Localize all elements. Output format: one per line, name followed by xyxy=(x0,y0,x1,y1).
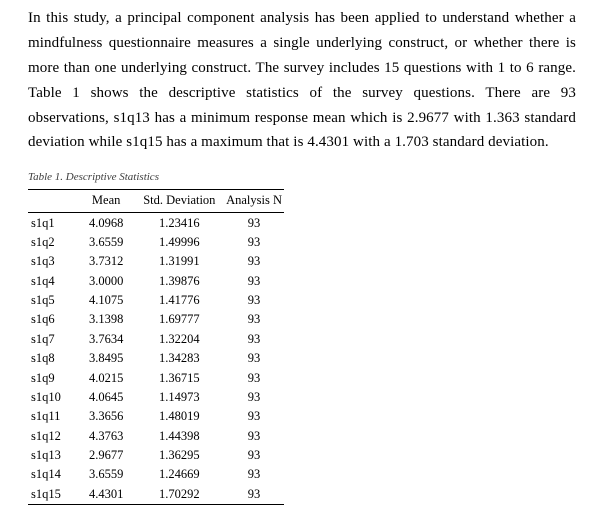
std-deviation-value: 1.39876 xyxy=(159,273,200,288)
mean-value: 3.6559 xyxy=(88,467,124,482)
analysis-n-value: 93 xyxy=(247,215,261,230)
std-deviation-value: 1.14973 xyxy=(159,389,200,404)
table-header xyxy=(28,190,284,213)
analysis-n-value: 93 xyxy=(247,448,261,463)
analysis-n-value: 93 xyxy=(247,273,261,288)
mean-value: 3.7312 xyxy=(88,254,124,269)
mean-value: 4.1075 xyxy=(88,293,124,308)
table-row xyxy=(28,291,284,310)
table-row xyxy=(28,252,284,271)
analysis-n-value: 93 xyxy=(247,486,261,501)
std-deviation-value: 1.36715 xyxy=(159,370,200,385)
row-label: s1q10 xyxy=(31,389,61,404)
analysis-n-value: 93 xyxy=(247,254,261,269)
row-label: s1q3 xyxy=(31,254,55,269)
analysis-n-value: 93 xyxy=(247,293,261,308)
col-header-mean: Mean xyxy=(78,190,135,213)
row-label: s1q14 xyxy=(31,467,61,482)
row-label: s1q6 xyxy=(31,312,55,327)
table-body xyxy=(28,213,284,505)
table-row xyxy=(28,213,284,233)
std-deviation-value: 1.36295 xyxy=(159,448,200,463)
table-row xyxy=(28,465,284,484)
analysis-n-value: 93 xyxy=(247,389,261,404)
std-deviation-value: 1.23416 xyxy=(159,215,200,230)
table-row xyxy=(28,330,284,349)
analysis-n-value: 93 xyxy=(247,467,261,482)
mean-value: 2.9677 xyxy=(88,448,124,463)
table-row xyxy=(28,233,284,252)
study-paragraph: In this study, a principal component analysis has been applied to understand whether a mindfulness questionnaire measures a single underlying construct, or whether there is more than one underlying construct. The survey includes 15 questions with 1 to 6 range. Table 1 shows the descriptive statistics of the survey questions. There are 93 observations, s1q13 has a minimum response mean which is 2.9677 with 1.363 standard deviation while s1q15 has a maximum that is 4.4301 with a 1.703 standard deviation. xyxy=(28,10,576,151)
analysis-n-value: 93 xyxy=(247,331,261,346)
col-header-analysis-n: Analysis N xyxy=(224,190,284,213)
col-header-std-deviation: Std. Deviation xyxy=(135,190,224,213)
row-label: s1q5 xyxy=(31,293,55,308)
std-deviation-value: 1.48019 xyxy=(159,409,200,424)
table-row xyxy=(28,310,284,329)
std-deviation-value: 1.41776 xyxy=(159,293,200,308)
std-deviation-value: 1.32204 xyxy=(159,331,200,346)
table-row xyxy=(28,485,284,505)
mean-value: 3.0000 xyxy=(88,273,124,288)
table-row xyxy=(28,426,284,445)
mean-value: 3.8495 xyxy=(88,351,124,366)
analysis-n-value: 93 xyxy=(247,351,261,366)
descriptive-statistics-table xyxy=(28,189,284,505)
row-label: s1q8 xyxy=(31,351,55,366)
table-row xyxy=(28,349,284,368)
std-deviation-value: 1.44398 xyxy=(159,428,200,443)
row-label: s1q4 xyxy=(31,273,55,288)
table-header-row xyxy=(28,190,284,213)
table-row xyxy=(28,388,284,407)
std-deviation-value: 1.31991 xyxy=(159,254,200,269)
mean-value: 4.0645 xyxy=(88,389,124,404)
mean-value: 3.1398 xyxy=(88,312,124,327)
std-deviation-value: 1.24669 xyxy=(159,467,200,482)
table-row xyxy=(28,271,284,290)
mean-value: 3.3656 xyxy=(88,409,124,424)
table-caption: Table 1. Descriptive Statistics xyxy=(28,171,159,184)
std-deviation-value: 1.34283 xyxy=(159,351,200,366)
row-label: s1q2 xyxy=(31,234,55,249)
row-label: s1q11 xyxy=(31,409,61,424)
std-deviation-value: 1.69777 xyxy=(159,312,200,327)
row-label: s1q9 xyxy=(31,370,55,385)
table-row xyxy=(28,368,284,387)
row-label: s1q13 xyxy=(31,448,61,463)
mean-value: 4.0215 xyxy=(88,370,124,385)
analysis-n-value: 93 xyxy=(247,370,261,385)
std-deviation-value: 1.49996 xyxy=(159,234,200,249)
col-header-blank xyxy=(28,190,78,213)
mean-value: 4.4301 xyxy=(88,486,124,501)
row-label: s1q7 xyxy=(31,331,55,346)
row-label: s1q15 xyxy=(31,486,61,501)
mean-value: 4.0968 xyxy=(88,215,124,230)
std-deviation-value: 1.70292 xyxy=(159,486,200,501)
analysis-n-value: 93 xyxy=(247,428,261,443)
row-label: s1q1 xyxy=(31,215,55,230)
table-row xyxy=(28,407,284,426)
table-row xyxy=(28,446,284,465)
mean-value: 3.7634 xyxy=(88,331,124,346)
analysis-n-value: 93 xyxy=(247,409,261,424)
mean-value: 3.6559 xyxy=(88,234,124,249)
mean-value: 4.3763 xyxy=(88,428,124,443)
analysis-n-value: 93 xyxy=(247,234,261,249)
analysis-n-value: 93 xyxy=(247,312,261,327)
row-label: s1q12 xyxy=(31,428,61,443)
